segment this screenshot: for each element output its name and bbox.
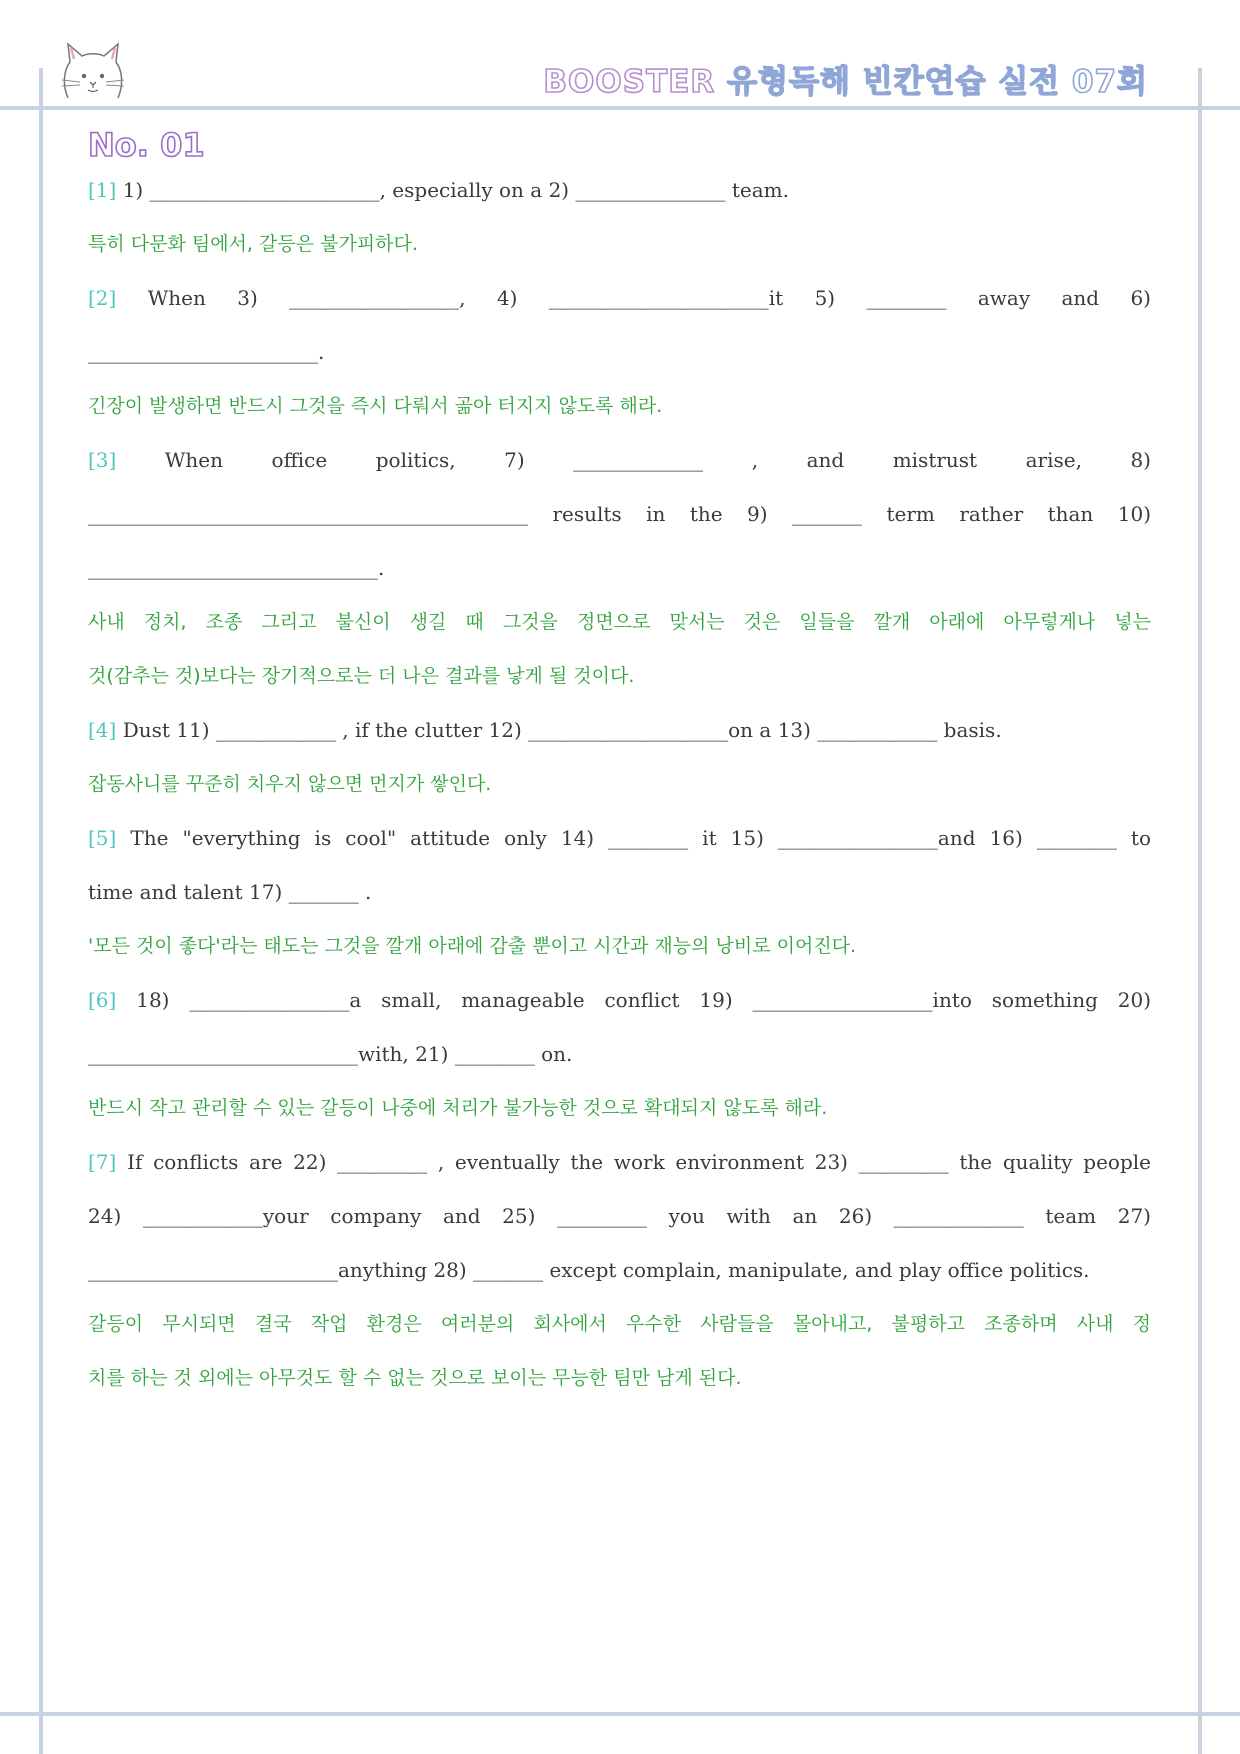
line-text: ___________________________with, 21) ________ on. [88,1042,573,1066]
blank-exercise-line [88,500,1151,528]
line-text: ____________________________________________ results in the 9) _______ term rather than 10) [88,502,1151,526]
line-text: If conflicts are 22) _________ , eventually the work environment 23) _________ the quality people [127,1150,1152,1174]
line-text: Dust 11) ____________ , if the clutter 12) ____________________on a 13) ____________ basis. [122,718,1002,742]
korean-translation-line [88,230,1151,258]
question-number: [4] [88,718,117,742]
line-text: 것(감추는 것)보다는 장기적으로는 더 나은 결과를 낳게 될 것이다. [88,665,635,687]
line-text: _____________________________. [88,556,385,580]
blank-exercise-line [88,554,1151,582]
question-number: [7] [88,1150,117,1174]
header-subtitle: 유형독해 빈칸연습 실전 07회 [727,64,1148,100]
bottom-border-line [0,1712,1240,1716]
question-number: [3] [88,448,117,472]
right-border-line [1198,68,1202,1754]
blank-exercise-line [88,446,1151,474]
line-text: 반드시 작고 관리할 수 있는 갈등이 나중에 처리가 불가능한 것으로 확대되지 않도록 해라. [88,1097,828,1119]
blank-exercise-line [88,824,1151,852]
section-number-title: No. 01 [88,126,205,164]
line-text: 치를 하는 것 외에는 아무것도 할 수 없는 것으로 보이는 무능한 팀만 남게 된다. [88,1367,742,1389]
korean-translation-line [88,1310,1151,1338]
blank-exercise-line [88,284,1151,312]
line-text: When office politics, 7) _____________ , and mistrust arise, 8) [164,448,1151,472]
question-number: [2] [88,286,117,310]
line-text: 18) ________________a small, manageable conflict 19) __________________into something 20) [136,988,1151,1012]
korean-translation-line [88,608,1151,636]
line-text: '모든 것이 좋다'라는 태도는 그것을 깔개 아래에 감출 뿐이고 시간과 재능의 낭비로 이어진다. [88,935,857,957]
blank-exercise-line [88,986,1151,1014]
top-border-line [0,106,1240,110]
page-header-title [543,56,1148,101]
line-text: 24) ____________your company and 25) _________ you with an 26) _____________ team 27) [88,1204,1151,1228]
line-text: _________________________anything 28) _______ except complain, manipulate, and play office politics. [88,1258,1090,1282]
line-text: 1) _______________________, especially on a 2) _______________ team. [122,178,789,202]
header-brand: BOOSTER [543,64,716,100]
line-text: 갈등이 무시되면 결국 작업 환경은 여러분의 회사에서 우수한 사람들을 몰아내고, 불평하고 조종하며 사내 정 [88,1313,1151,1335]
blank-exercise-line [88,716,1151,744]
question-number: [6] [88,988,117,1012]
question-number: [5] [88,826,117,850]
korean-translation-line [88,932,1151,960]
blank-exercise-line [88,338,1151,366]
question-number: [1] [88,178,117,202]
korean-translation-line [88,662,1151,690]
blank-exercise-line [88,1256,1151,1284]
blank-exercise-line [88,1202,1151,1230]
line-text: When 3) _________________, 4) ______________________it 5) ________ away and 6) [147,286,1151,310]
line-text: _______________________. [88,340,325,364]
line-text: The "everything is cool" attitude only 14) ________ it 15) ________________and 16) ________ to [130,826,1151,850]
blank-exercise-line [88,1040,1151,1068]
line-text: time and talent 17) _______ . [88,880,372,904]
blank-exercise-line [88,878,1151,906]
korean-translation-line [88,770,1151,798]
line-text: 특히 다문화 팀에서, 갈등은 불가피하다. [88,233,418,255]
blank-exercise-line [88,1148,1151,1176]
korean-translation-line [88,1364,1151,1392]
korean-translation-line [88,392,1151,420]
cat-logo-icon [60,40,126,106]
line-text: 사내 정치, 조종 그리고 불신이 생길 때 그것을 정면으로 맞서는 것은 일들을 깔개 아래에 아무렇게나 넣는 [88,611,1151,633]
blank-exercise-line [88,176,1151,204]
left-border-line [39,68,43,1754]
korean-translation-line [88,1094,1151,1122]
line-text: 잡동사니를 꾸준히 치우지 않으면 먼지가 쌓인다. [88,773,492,795]
line-text: 긴장이 발생하면 반드시 그것을 즉시 다뤄서 곪아 터지지 않도록 해라. [88,395,663,417]
